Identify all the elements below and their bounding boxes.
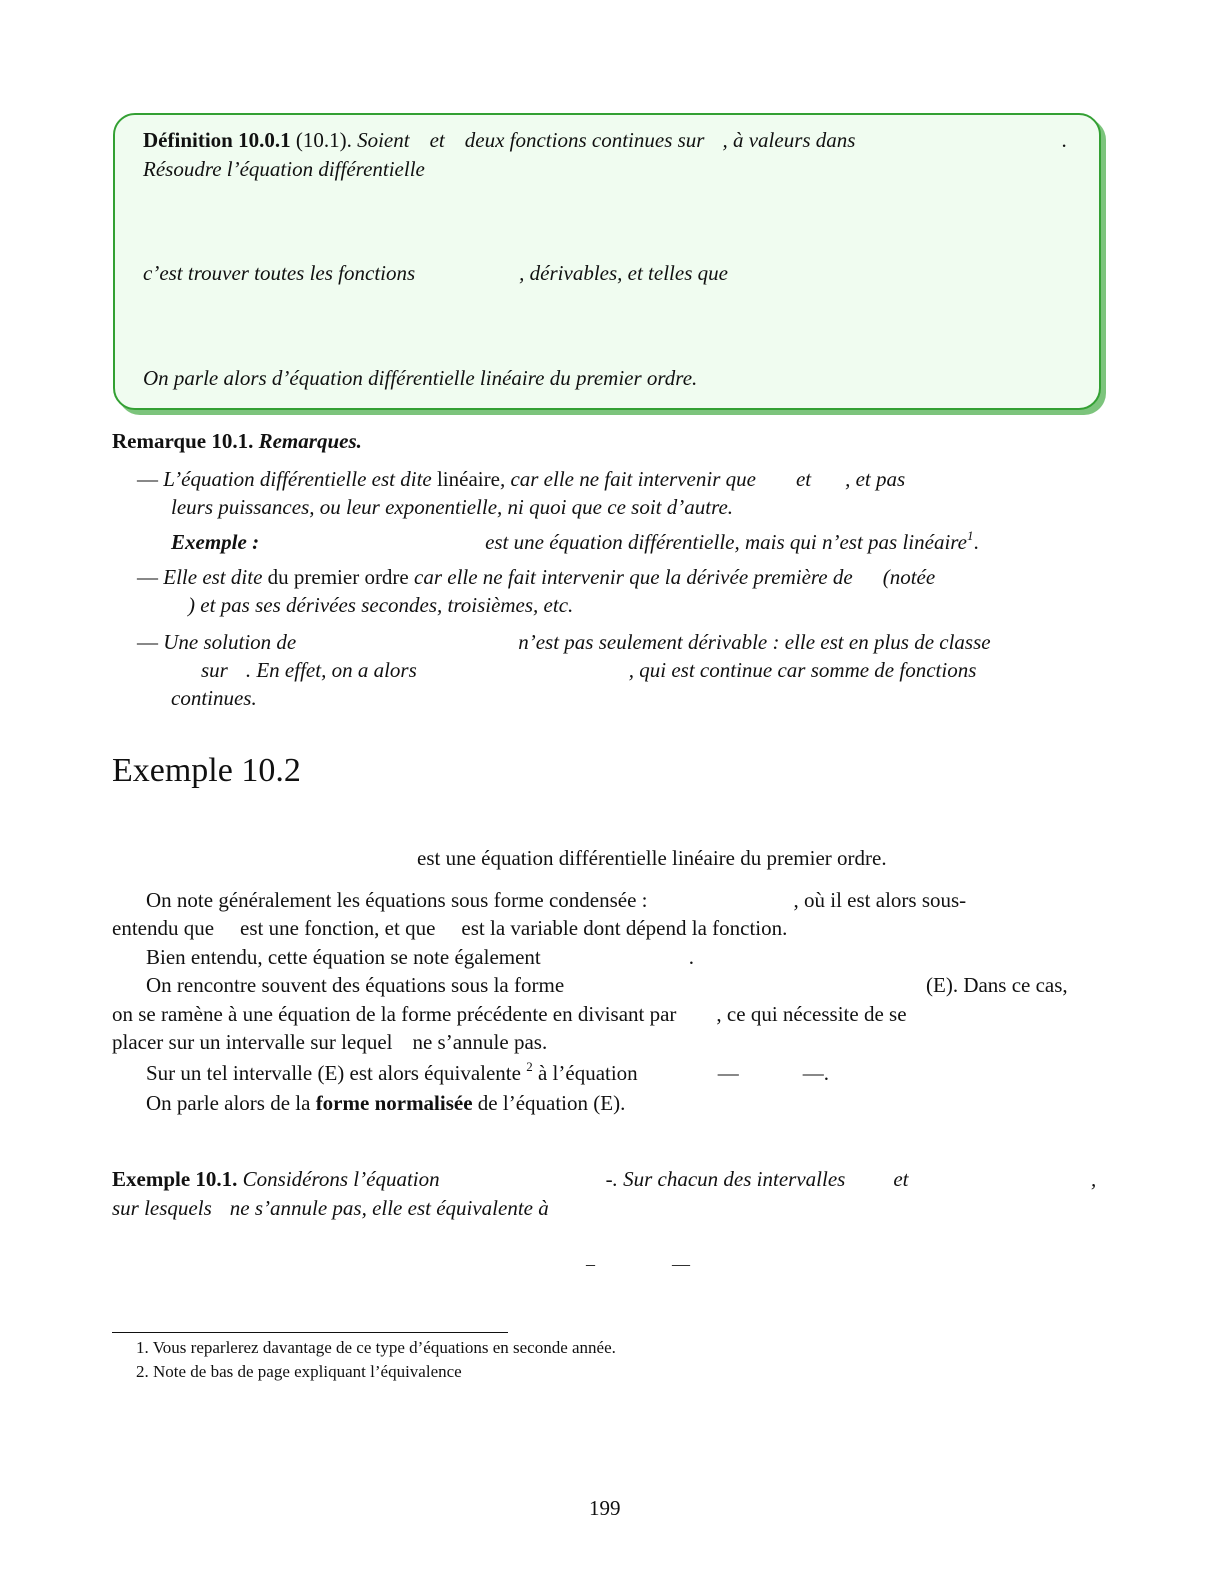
section-p3-line-3 [112, 1030, 547, 1055]
example-line-2 [112, 1196, 549, 1221]
definition-line-2: Résoudre l’équation différentielle [143, 157, 425, 181]
text: on se ramène à une équation de la forme précédente en divisant par [112, 1002, 677, 1026]
remarque-item-3-line-2 [201, 658, 976, 683]
section-p3-line-1 [146, 973, 564, 998]
example-fraction-1: – [586, 1254, 595, 1274]
remarque-item-2-line-1 [137, 565, 935, 590]
text: , dérivables, et telles que [519, 261, 728, 285]
text: car elle ne fait intervenir que la dérivée première de [414, 565, 853, 589]
fraction-bar: —. [802, 1061, 829, 1085]
text: (notée [882, 565, 936, 589]
text: , et pas [845, 467, 906, 491]
text: Soient [357, 128, 410, 152]
text: sur [201, 658, 228, 682]
definition-line-1 [143, 128, 855, 153]
text: et [795, 467, 812, 491]
text: On note généralement les équations sous forme condensée : [146, 888, 648, 912]
text: est une équation différentielle, mais qui n’est pas linéaire [485, 530, 968, 554]
definition-title: Définition 10.0.1 [143, 128, 291, 152]
text: Une solution de [163, 630, 297, 654]
text: et [893, 1167, 909, 1191]
text: -. Sur chacun des intervalles [605, 1167, 846, 1191]
section-p3-line-1-end: (E). Dans ce cas, [926, 973, 1068, 997]
footnote-text: Note de bas de page expliquant l’équivalence [153, 1362, 462, 1381]
section-p1-line-1 [146, 888, 966, 913]
text: et [429, 128, 445, 152]
text: du premier ordre [267, 565, 409, 589]
text: est la variable dont dépend la fonction. [461, 916, 788, 940]
emphasis: forme normalisée [315, 1091, 473, 1115]
section-p4 [146, 1059, 829, 1086]
text: Bien entendu, cette équation se note également [146, 945, 541, 969]
text: . En effet, on a alors [245, 658, 417, 682]
example-line-1-end: , [1091, 1167, 1097, 1191]
text: à l’équation [537, 1061, 638, 1085]
example-line-1 [112, 1167, 908, 1192]
text: entendu que [112, 916, 215, 940]
remarque-title: Remarque 10.1. [112, 429, 254, 453]
text: . [688, 945, 695, 969]
section-p2 [146, 945, 694, 970]
footnote-ref-2[interactable]: 2 [526, 1059, 533, 1074]
text: ne s’annule pas, elle est équivalente à [229, 1196, 549, 1220]
footnote-2 [136, 1362, 462, 1382]
text: c’est trouver toutes les fonctions [143, 261, 416, 285]
text: sur lesquels [112, 1196, 212, 1220]
text: L’équation différentielle est dite [163, 467, 432, 491]
text: , à valeurs dans [722, 128, 856, 152]
remarque-item-3-line-3: continues. [171, 686, 257, 710]
bullet: — [137, 565, 158, 589]
section-p3-line-2 [112, 1002, 907, 1027]
page-number: 199 [589, 1496, 621, 1520]
text: Sur un tel intervalle (E) est alors équivalente [146, 1061, 521, 1085]
remarque-item-1-line-1 [137, 467, 905, 492]
text: , où il est alors sous- [793, 888, 967, 912]
footnote-1 [136, 1338, 616, 1358]
example-title: Exemple 10.1. [112, 1167, 238, 1191]
footnote-rule [112, 1332, 508, 1333]
remarque-item-1-example [171, 528, 979, 555]
text: On rencontre souvent des équations sous la forme [146, 973, 565, 997]
section-p1-line-2 [112, 916, 787, 941]
remarque-item-1-line-2: leurs puissances, ou leur exponentielle, ni quoi que ce soit d’autre. [171, 495, 734, 519]
text: ne s’annule pas. [412, 1030, 548, 1054]
text: de l’équation (E). [477, 1091, 626, 1115]
definition-line-4: On parle alors d’équation différentielle linéaire du premier ordre. [143, 366, 698, 390]
section-p0: est une équation différentielle linéaire du premier ordre. [417, 846, 887, 870]
text: linéaire [436, 467, 500, 491]
text: n’est pas seulement dérivable : elle est en plus de classe [518, 630, 991, 654]
text: On parle alors de la [146, 1091, 311, 1115]
text: , qui est continue car somme de fonctions [628, 658, 977, 682]
text: , ce qui nécessite de se [716, 1002, 907, 1026]
definition-line-3 [143, 261, 728, 286]
section-p5 [146, 1091, 625, 1116]
bullet: — [137, 630, 158, 654]
example-fraction-2: — [672, 1254, 690, 1274]
footnote-number: 2. [136, 1362, 149, 1381]
definition-ref: (10.1). [295, 128, 352, 152]
footnote-number: 1. [136, 1338, 149, 1357]
text: deux fonctions continues sur [464, 128, 705, 152]
footnote-ref-1[interactable]: 1 [967, 528, 974, 543]
text: , car elle ne fait intervenir que [499, 467, 756, 491]
remarque-subtitle: Remarques. [258, 429, 362, 453]
example-label: Exemple : [171, 530, 260, 554]
text: Elle est dite [163, 565, 263, 589]
text: . [973, 530, 979, 554]
fraction-bar: — [717, 1061, 739, 1085]
text: est une fonction, et que [240, 916, 436, 940]
text: placer sur un intervalle sur lequel [112, 1030, 393, 1054]
section-title: Exemple 10.2 [112, 752, 301, 789]
footnote-text: Vous reparlerez davantage de ce type d’équations en seconde année. [152, 1338, 616, 1357]
definition-period: . [1062, 128, 1068, 152]
text: Considérons l’équation [242, 1167, 440, 1191]
remarque-item-3-line-1 [137, 630, 991, 655]
bullet: — [137, 467, 158, 491]
remarque-item-2-line-2: ) et pas ses dérivées secondes, troisièmes, etc. [188, 593, 574, 617]
remarque-heading [112, 429, 362, 454]
